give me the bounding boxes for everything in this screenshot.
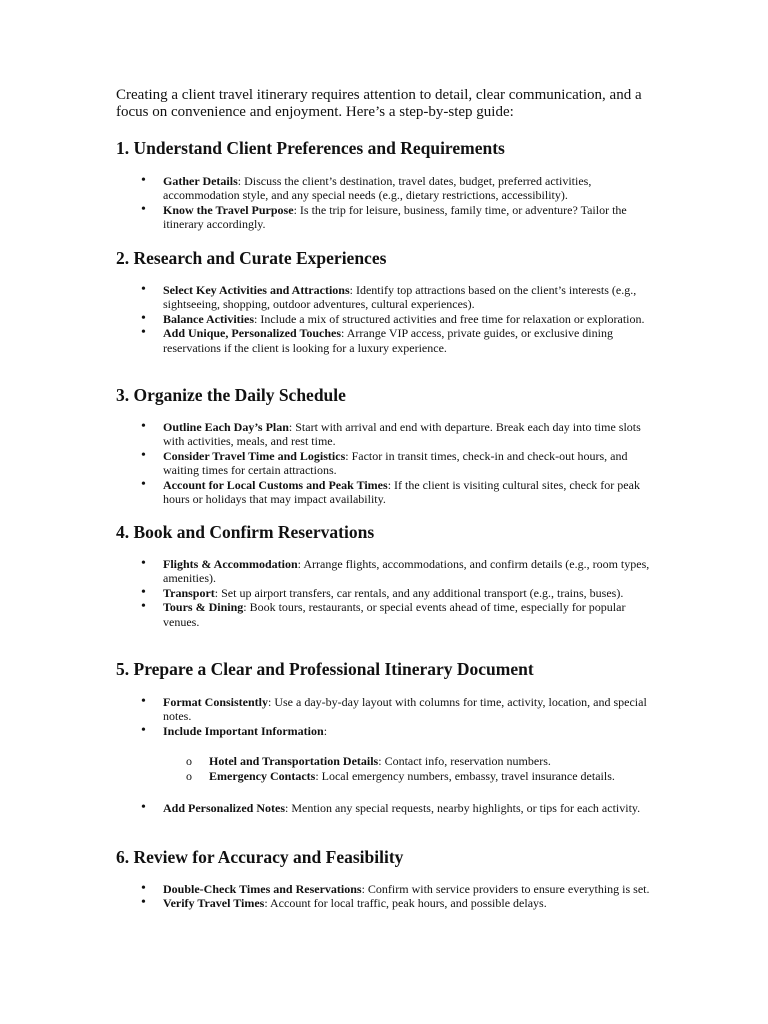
- list-item: [116, 882, 664, 896]
- item-desc: : Use a day-by-day layout with columns for time, activity, location, and special notes.: [163, 695, 647, 724]
- section-heading: 5. Prepare a Clear and Professional Itinerary Document: [116, 659, 534, 679]
- item-desc: : Book tours, restaurants, or special events ahead of time, especially for popular venues.: [163, 600, 626, 629]
- item-desc: : Set up airport transfers, car rentals, and any additional transport (e.g., trains, buses).: [214, 585, 624, 600]
- item-desc: : Contact info, reservation numbers.: [378, 754, 551, 769]
- item-term: Emergency Contacts: [209, 769, 316, 784]
- list-item: [116, 695, 664, 724]
- list-item: [116, 896, 664, 910]
- item-term: Verify Travel Times: [163, 896, 265, 911]
- bullet-list: [116, 174, 664, 232]
- intro-paragraph: Creating a client travel itinerary requires attention to detail, clear communication, and a focus on convenience and enjoyment. Here’s a step-by-step guide:: [116, 87, 642, 120]
- item-desc: : Identify top attractions based on the client’s interests (e.g., sightseeing, shopping, outdoor adventures, cultural experiences).: [163, 283, 637, 312]
- list-item: [116, 312, 664, 326]
- item-term: Know the Travel Purpose: [163, 202, 294, 217]
- section-6: [116, 847, 664, 911]
- item-term: Select Key Activities and Attractions: [163, 283, 350, 297]
- item-term: Outline Each Day’s Plan: [163, 420, 289, 434]
- list-item: [116, 586, 664, 600]
- sub-list-item: [116, 754, 664, 769]
- section-heading: 3. Organize the Daily Schedule: [116, 385, 346, 405]
- sub-bullet-marker: o: [186, 769, 192, 784]
- bullet-list: [116, 695, 664, 738]
- item-desc: : Arrange flights, accommodations, and confirm details (e.g., room types, amenities).: [163, 557, 650, 586]
- item-term: Flights & Accommodation: [163, 557, 298, 571]
- bullet-list: [116, 801, 664, 815]
- item-term: Add Unique, Personalized Touches: [163, 326, 342, 341]
- item-desc: : Account for local traffic, peak hours, and possible delays.: [264, 896, 547, 911]
- item-desc: : Factor in transit times, check-in and check-out hours, and waiting times for certain attractions.: [163, 448, 628, 478]
- section-4: [116, 522, 664, 629]
- item-term: Account for Local Customs and Peak Times: [163, 477, 388, 492]
- list-item: [116, 326, 664, 355]
- bullet-list: [116, 283, 664, 355]
- section-2: [116, 248, 664, 355]
- list-item: [116, 478, 664, 507]
- list-item: [116, 174, 664, 203]
- item-term: Balance Activities: [163, 311, 254, 326]
- item-term: Add Personalized Notes: [163, 801, 285, 816]
- section-heading: 1. Understand Client Preferences and Requirements: [116, 138, 505, 158]
- item-desc: : If the client is visiting cultural sites, check for peak hours or holidays that may impact availability.: [163, 477, 640, 507]
- item-desc: : Local emergency numbers, embassy, travel insurance details.: [315, 769, 615, 784]
- item-desc: : Mention any special requests, nearby highlights, or tips for each activity.: [285, 801, 641, 816]
- sub-bullet-marker: o: [186, 754, 192, 769]
- list-item: [116, 449, 664, 478]
- item-term: Hotel and Transportation Details: [209, 754, 379, 769]
- list-item: [116, 600, 664, 629]
- section-heading: 6. Review for Accuracy and Feasibility: [116, 847, 404, 867]
- item-term: Double-Check Times and Reservations: [163, 882, 362, 896]
- section-5: [116, 659, 664, 816]
- item-term: Tours & Dining: [163, 600, 244, 615]
- list-item: [116, 801, 664, 815]
- list-item: [116, 724, 664, 738]
- item-desc: : Confirm with service providers to ensure everything is set.: [361, 882, 650, 896]
- item-term: Consider Travel Time and Logistics: [163, 448, 346, 463]
- item-desc: : Is the trip for leisure, business, family time, or adventure? Tailor the itinerary accordingly.: [163, 202, 627, 232]
- item-term: Gather Details: [163, 174, 238, 188]
- item-desc: : Start with arrival and end with departure. Break each day into time slots with activities, meals, and rest time.: [163, 420, 641, 449]
- section-heading: 2. Research and Curate Experiences: [116, 248, 387, 268]
- list-item: [116, 557, 664, 586]
- section-heading: 4. Book and Confirm Reservations: [116, 522, 375, 542]
- item-desc: :: [323, 723, 328, 738]
- section-1: [116, 138, 664, 232]
- sub-list-item: [116, 769, 664, 784]
- bullet-list: [116, 420, 664, 506]
- item-term: Transport: [163, 585, 215, 600]
- item-desc: : Include a mix of structured activities and free time for relaxation or exploration.: [253, 311, 645, 326]
- item-desc: : Discuss the client’s destination, travel dates, budget, preferred activities, accommodation style, and any special needs (e.g., dietary restrictions, accessibility).: [163, 174, 592, 203]
- item-term: Format Consistently: [163, 695, 268, 709]
- item-term: Include Important Information: [163, 723, 324, 738]
- list-item: [116, 420, 664, 449]
- bullet-list: [116, 557, 664, 629]
- list-item: [116, 203, 664, 232]
- item-desc: : Arrange VIP access, private guides, or exclusive dining reservations if the client is looking for a luxury experience.: [163, 326, 613, 355]
- bullet-list: [116, 882, 664, 911]
- section-3: [116, 385, 664, 506]
- list-item: [116, 283, 664, 312]
- sub-list: [116, 754, 664, 784]
